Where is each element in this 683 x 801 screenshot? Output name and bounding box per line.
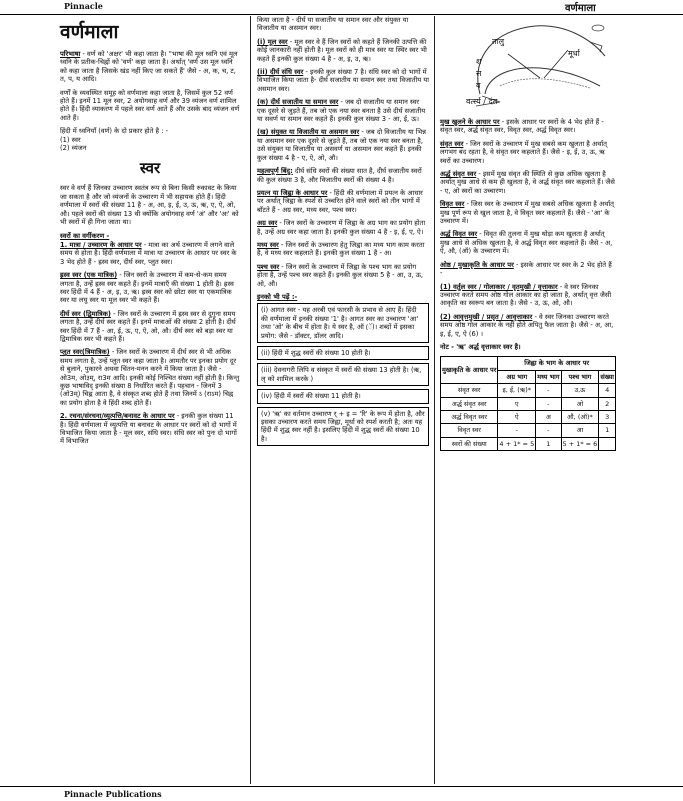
paragraph: (2) आवृत्तमुखी / प्रसृत / आवृत्ताकार - वे स्वर जिनका उच्चारण करते समय ओष्ठ गोल आकार के नहीं होते अपितु फैल जाता है। जैसे - अ, आ, इ, ई, ए, ऐ (6) । xyxy=(440,312,614,338)
column-divider xyxy=(434,16,435,784)
paragraph: पश्च स्वर - जिन स्वरों के उच्चारण में जिह्वा के पश्च भाग का प्रयोग होता है, उन्हें पश्च स्वर कहते हैं। इनकी कुल संख्या 5 है - आ, उ, ऊ, ओ, औ। xyxy=(257,262,424,288)
paragraph: विवृत स्वर - जिस स्वर के उच्चारण में मुख सबसे अधिक खुलता है अर्थात् मुख पूर्ण रूप से खुल जाता है, वे विवृत स्वर कहलाते हैं। जैसे - 'आ' के उच्चारण में। xyxy=(440,200,614,226)
paragraph: वर्णों के व्यवस्थित समूह को वर्णमाला कहा जाता है, जिसमें कुल 52 वर्ण होते हैं। इनमें 11 मूल स्वर, 2 अयोगवाह वर्ण और 39 व्यंजन वर्ण शामिल होते हैं। हिंदी व्याकरण में पहले स्वर वर्ण आते हैं और उसके बाद व्यंजन वर्ण आते हैं। xyxy=(60,88,240,122)
paragraph: ह्रस्व स्वर (एक मात्रिक) - जिन स्वरों के उच्चारण में कम-से-कम समय लगता है, उन्हें ह्रस्व स्वर कहते हैं। इनमें मात्राएँ की संख्या 1 होती है। ह्रस्व स्वर हिंदी में 4 हैं - अ, इ, उ, ऋ। ह्रस्व स्वर को छोटा स्वर या एकमात्रिक स्वर या लघु स्वर या मूल स्वर भी कहते हैं। xyxy=(60,271,234,305)
table-cell: 3 xyxy=(599,410,616,423)
table-cell xyxy=(599,437,616,450)
mouth-diagram xyxy=(440,16,616,112)
table-cell: 5 + 1* = 6 xyxy=(561,437,599,450)
label-va: व xyxy=(476,81,481,90)
table-cell: अ xyxy=(536,410,561,423)
table-cell: अर्द्ध विवृत स्वर xyxy=(441,410,498,423)
header-chapter: वर्णमाला xyxy=(565,3,596,14)
label-murdha: मूर्धा xyxy=(568,49,580,58)
table-cell: - xyxy=(536,384,561,397)
table-header: मुखाकृति के आधार पर xyxy=(441,357,498,384)
table-header: अग्र भाग xyxy=(498,370,536,383)
table-row xyxy=(441,437,616,450)
paragraph: (ii) दीर्घ संधि स्वर - इनकी कुल संख्या 7 है। संधि स्वर को दो भागों में विभाजित किया जाता है- दीर्घ सजातीय या समान स्वर तथा विजातीय या असमान स्वर। xyxy=(257,68,429,93)
paragraph: संवृत स्वर - जिन स्वरों के उच्चारण में मुख सबसे कम खुलता है अर्थात् लगभग बंद रहता है, वे संवृत स्वर कहलाते हैं। जैसे - इ, ई, उ, ऊ, ऋ स्वरों का उच्चारण। xyxy=(440,139,607,165)
table-cell: इ, ई, (ऋ)* xyxy=(498,384,536,397)
definition: परिभाषा - वर्ण को 'अक्षर' भी कहा जाता है। "भाषा की मूल ध्वनि एवं मूल ध्वनि के प्रतीक-चिह्नों को 'वर्ण' कहा जाता है। अर्थात् 'वर्ण उस मूल ध्वनि को कहा जाता है जिसके खंड नहीं किए जा सकते हैं' जैसे - अ, क, च, ट, त, प, य आदि। xyxy=(60,50,238,84)
table-cell: 1 xyxy=(536,437,561,450)
section-heading: स्वर xyxy=(139,159,161,178)
table-header: पश्च भाग xyxy=(561,370,599,383)
table-cell: 4 + 1* = 5 xyxy=(498,437,536,450)
paragraph: हिंदी में ध्वनियाँ (वर्ण) के दो प्रकार होते है : - xyxy=(60,127,169,136)
table-cell: 4 xyxy=(599,384,616,397)
paragraph: महत्वपूर्ण बिंदु: दीर्घ संधि स्वरों की संख्या सात है, दीर्घ सजातीय स्वरों की कुल संख्या 3 है, और विजातीय स्वरों की संख्या 4 है। xyxy=(257,167,422,184)
list-item: (1) स्वर xyxy=(60,135,81,144)
table-cell: ओ xyxy=(561,397,599,410)
table-cell: ऐ xyxy=(498,410,536,423)
column-1 xyxy=(60,16,240,451)
table-cell: विवृत स्वर xyxy=(441,424,498,437)
paragraph: किया जाता है - दीर्घ या सजातीय या समान स्वर और संयुक्त या विजातीय या असमान स्वर। xyxy=(257,16,409,33)
paragraph: (क) दीर्घ सजातीय या समान स्वर - जब दो सजातीय या समान स्वर एक दूसरे से जुड़ते हैं, तब जो एक नया स्वर बनता है उसे दीर्घ सजातीय या सवर्ण या समान स्वर कहते हैं। इनकी कुल संख्या 3 - आ, ई, ऊ। xyxy=(257,98,426,124)
table-cell: - xyxy=(536,397,561,410)
fact-box: (iv) हिंदी में स्वरों की संख्या 11 होती है। xyxy=(257,389,429,403)
fact-box: (v) 'ऋ' का वर्तमान उच्चारण र् + इ = 'रि' के रूप में होता है, और इसका उच्चारण करते समय जिह्वा, मूर्धा को स्पर्श करती है; अतः यह हिंदी में शुद्ध स्वर नहीं है। इसलिए हिंदी में शुद्ध स्वरों की संख्या 10 है। xyxy=(257,407,429,447)
paragraph: (1) वर्तुल स्वर / गोलाकार / वृतमुखी / वृत्ताकार - वे स्वर जिनका उच्चारण करते समय ओष्ठ गोल आकार का हो जाता है, अर्थात् वृत्त जैसी आकृति का स्वरूप बन जाता है। जैसे - उ, ऊ, ओ, औ। xyxy=(440,282,612,308)
paragraph: मुख खुलने के आधार पर - इसके आधार पर स्वरों के 4 भेद होते हैं - संवृत स्वर, अर्द्ध संवृत स्वर, विवृत स्वर, अर्द्ध विवृत स्वर। xyxy=(440,118,604,135)
table-header: संख्या xyxy=(599,370,616,383)
page-footer xyxy=(0,786,683,801)
label-talu: तालु xyxy=(492,37,505,46)
fact-box: (ii) हिंदी में शुद्ध स्वरों की संख्या 10 होती है। xyxy=(257,346,429,360)
paragraph: अग्र स्वर - जिन स्वरों के उच्चारण में जिह्वा के अग्र भाग का प्रयोग होता है, उन्हें अग्र स्वर कहा जाता है। इनकी कुल संख्या 4 है - इ, ई, ए, ऐ। xyxy=(257,219,426,236)
list-item: (2) व्यंजन xyxy=(60,144,87,153)
footer-publisher: Pinnacle Publications xyxy=(64,789,162,799)
table-cell: स्वरों की संख्या xyxy=(441,437,498,450)
paragraph: प्रयत्न या जिह्वा के आधार पर - हिंदी की वर्णमाला में प्रयत्न के आधार पर अर्थात् जिह्वा के स्पर्श से उच्चरित होने वाले स्वरों को तीन भागों में बाँटते हैं - अग्र स्वर, मध्य स्वर, पश्च स्वर। xyxy=(257,188,423,214)
table-header: जिह्वा के भाग के आधार पर xyxy=(498,357,616,370)
paragraph: 2. रचना/संरचना/व्युत्पत्ति/बनावट के आधार पर - इनकी कुल संख्या 11 है। हिंदी वर्णमाला में व्युत्पत्ति या बनावट के आधार पर स्वरों को दो भागों में विभाजित किया जाता है - मूल स्वर, संधि स्वर। संधि स्वर को पुनः दो भागों में विभाजित xyxy=(60,412,237,446)
paragraph: प्लुत स्वर(त्रिमात्रिक) - जिन स्वरों के उच्चारण में दीर्घ स्वर से भी अधिक समय लगता है, उन्हें प्लुत स्वर कहा जाता है। आमतौर पर इनका प्रयोग दूर से बुलाने, पुकारने अथवा चिंतन-मनन करने में किया जाता है। जैसे - ओ3म, ओ३म्, रा3म आदि। इनकी कोई निश्चित संख्या नहीं होती है। किन्तु कुछ भाषाविद् इनकी संख्या 8 निर्धारित करते हैं। पहचान - जिनमें 3 (ओ3म्) चिह्न आता है, वे संस्कृत शब्द होते हैं तथा जिनमें ऽ (राऽम) चिह्न का प्रयोग होता है वे हिंदी शब्द होते हैं। xyxy=(60,348,240,407)
table-header-row xyxy=(441,357,616,370)
vowel-table xyxy=(440,356,616,451)
table-cell: 1 xyxy=(599,424,616,437)
column-divider xyxy=(250,16,251,784)
fact-box: (i) आगत स्वर - यह अरबी एवं फारसी के प्रभाव से आए हैं। हिंदी की वर्णमाला में इनकी संख्या '1' है। आगत स्वर का उच्चारण 'आ' तथा 'ओ' के बीच में होता है। ये स्वर है, ऑ (ॅ)। शब्दों में इसका प्रयोग: जैसे - डॉक्टर, डॉलर आदि। xyxy=(257,303,429,343)
table-row xyxy=(441,384,616,397)
classification-heading: स्वरों का वर्गीकरण - xyxy=(60,231,110,240)
facts-heading: इनको भी पढ़ें :- xyxy=(257,292,298,301)
note: नोट - 'ऋ' अर्द्ध वृत्ताकार स्वर है। xyxy=(440,342,521,351)
table-row xyxy=(441,397,616,410)
page-title: वर्णमाला xyxy=(60,21,119,43)
table-header: मध्य भाग xyxy=(536,370,561,383)
table-cell: आ xyxy=(561,424,599,437)
paragraph: (i) मूल स्वर - मूल स्वर वे हैं जिन स्वरों को कहते हैं जिनकी उत्पत्ति की कोई जानकारी नहीं होती है। मूल स्वरों को ही मात्र स्वर या स्थिर स्वर भी कहते हैं इनकी कुल संख्या 4 है - अ, इ, उ, ऋ। xyxy=(257,37,427,63)
table-row xyxy=(441,424,616,437)
column-3 xyxy=(440,16,616,451)
table-cell: उ,ऊ xyxy=(561,384,599,397)
paragraph: अर्द्ध संवृत स्वर - इसमें मुख संवृत की स्थिति से कुछ अधिक खुलता है अर्थात् मुख आधे से कम ही खुलता है, वे अर्द्ध संवृत स्वर कहलाते हैं। जैसे - ए, ओ स्वरों का उच्चारण। xyxy=(440,170,615,195)
header-publisher: Pinnacle xyxy=(64,1,103,11)
paragraph: मध्य स्वर - जिन स्वरों के उच्चारण हेतु जिह्वा का मध्य भाग काम करता है, वे मध्य स्वर कहलाते हैं। इनकी कुल संख्या 1 है - अ। xyxy=(257,240,425,258)
label-vartsya: वर्त्स्य / दंत xyxy=(466,97,498,106)
fact-box: (iii) देवनागरी लिपि व संस्कृत में स्वरों की संख्या 13 होती है। (ऋ, लृ को शामिल करके ) xyxy=(257,363,429,386)
paragraph: स्वर वे वर्ण हैं जिनका उच्चारण स्वतंत्र रूप से बिना किसी रुकावट के किया जा सकता है और जो व्यंजनों के उच्चारण में भी सहायक होते हैं। हिंदी वर्णमाला में स्वरों की संख्या 11 है - अ, आ, इ, ई, उ, ऊ, ऋ, ए, ऐ, ओ, औ। पहले स्वरों की संख्या 13 थी क्योंकि अयोगवाह वर्ण 'अं' और 'अः' को भी स्वरों में ही गिना जाता था। xyxy=(60,184,239,227)
table-cell: ए xyxy=(498,397,536,410)
table-cell: औ, (ऑ)* xyxy=(561,410,599,423)
page-header xyxy=(0,0,683,15)
label-sha: श xyxy=(476,57,482,66)
label-sa: स xyxy=(476,69,482,78)
table-cell: 2 xyxy=(599,397,616,410)
table-cell: - xyxy=(498,424,536,437)
paragraph: 1. मात्रा / उच्चारण के आधार पर - मात्रा का अर्थ उच्चारण में लगने वाले समय से होता है। हिंदी वर्णमाला में मात्रा या उच्चारण के आधार पर स्वर के 3 भेद होते हैं - ह्रस्व स्वर, दीर्घ स्वर, प्लुत स्वर। xyxy=(60,240,237,266)
paragraph: (ख) संयुक्त या विजातीय या असमान स्वर - जब दो विजातीय या भिन्न या असमान स्वर एक दूसरे से जुड़ते हैं, तब जो एक नया स्वर बनता है, उसे संयुक्त या विजातीय या असवर्ण या असमान स्वर कहते हैं। इनकी कुल संख्या 4 है - ए, ऐ, ओ, औ। xyxy=(257,128,426,162)
table-row xyxy=(441,410,616,423)
paragraph: अर्द्ध विवृत स्वर - विवृत की तुलना में मुख थोड़ा कम खुलता है अर्थात् मुख आधे से अधिक खुलता है, वे अर्द्ध विवृत स्वर कहलाते हैं। जैसे - अ, ऐ, औ, (ऑ) के उच्चारण में। xyxy=(440,230,613,256)
column-2 xyxy=(257,16,429,449)
paragraph: ओष्ठ / मुखाकृति के आधार पर - इसके आधार पर स्वर के 2 भेद होते हैं - xyxy=(440,260,612,278)
table-cell: अर्द्ध संवृत स्वर xyxy=(441,397,498,410)
paragraph: दीर्घ स्वर (द्विमात्रिक) - जिन स्वरों के उच्चारण में ह्रस्व स्वर से दुगुना समय लगता है, उन्हें दीर्घ स्वर कहते हैं। इनमें मात्राओं की संख्या 2 होती है। दीर्घ स्वर हिंदी में 7 हैं - आ, ई, ऊ, ए, ऐ, ओ, औ। दीर्घ स्वर को बड़ा स्वर या द्विमात्रिक स्वर भी कहते हैं। xyxy=(60,309,236,343)
table-cell: - xyxy=(536,424,561,437)
table-cell: संवृत स्वर xyxy=(441,384,498,397)
